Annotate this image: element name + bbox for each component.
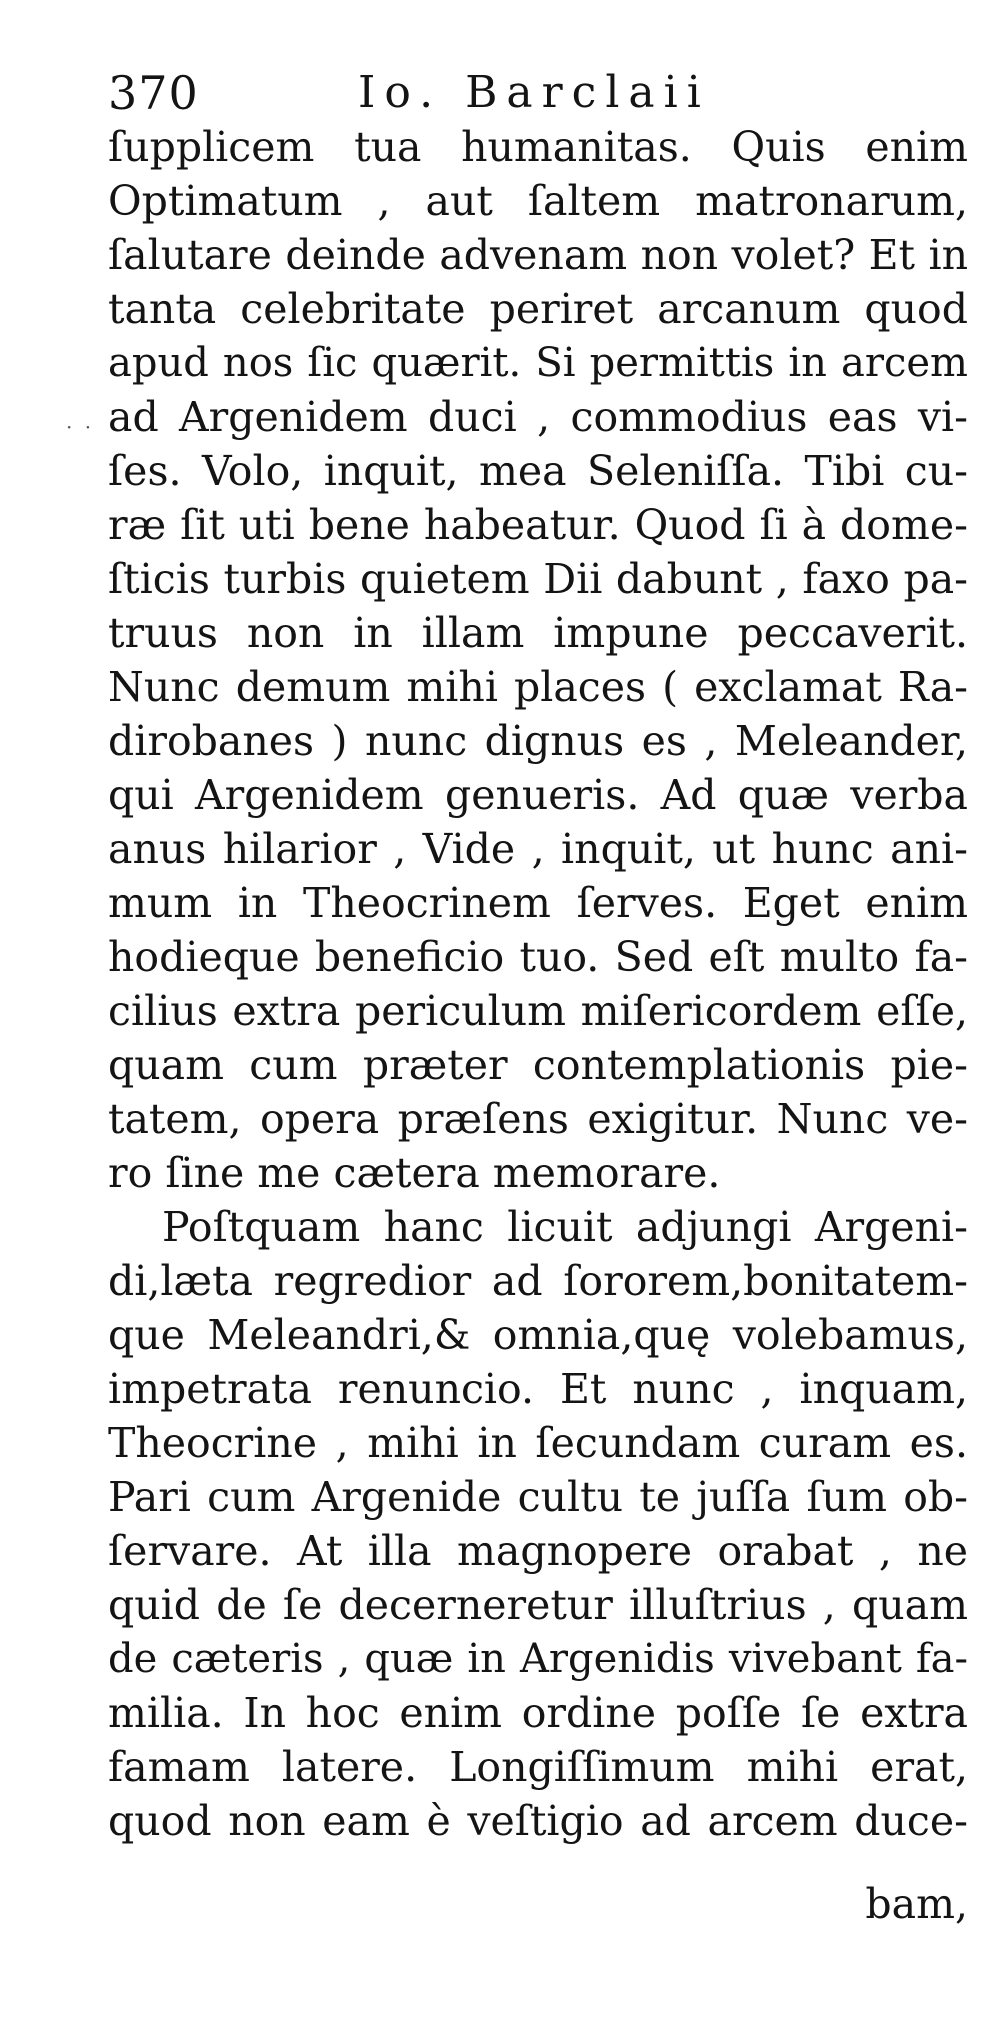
text-line: qui Argenidem genueris. Ad quæ verba <box>108 771 968 819</box>
page-header <box>108 58 968 128</box>
text-line: ſes. Volo, inquit, mea Seleniſſa. Tibi cu- <box>108 447 968 495</box>
text-line: mum in Theocrinem ſerves. Eget enim <box>108 879 968 927</box>
text-line: tanta celebritate periret arcanum quod <box>108 285 968 333</box>
text-line: Nunc demum mihi places ( exclamat Ra- <box>108 663 968 711</box>
text-line: famam latere. Longiſſimum mihi erat, <box>108 1743 968 1791</box>
text-line: ſticis turbis quietem Dii dabunt , faxo pa- <box>108 555 968 603</box>
text-line: ſalutare deinde advenam non volet? Et in <box>108 231 968 279</box>
text-line: anus hilarior , Vide , inquit, ut hunc ani- <box>108 825 968 873</box>
text-line: di,læta regredior ad ſororem,bonitatem- <box>108 1257 968 1305</box>
text-line: cilius extra periculum miſericordem eſſe, <box>108 987 968 1035</box>
text-line: dirobanes ) nunc dignus es , Meleander, <box>108 717 968 765</box>
text-line: ræ ſit uti bene habeatur. Quod ſi à dome- <box>108 501 968 549</box>
text-line: Theocrine , mihi in ſecundam curam es. <box>108 1419 968 1467</box>
text-line: milia. In hoc enim ordine poſſe ſe extra <box>108 1689 968 1737</box>
catchword: bam, <box>865 1880 968 1928</box>
text-line: tatem, opera præſens exigitur. Nunc ve- <box>108 1095 968 1143</box>
text-line: impetrata renuncio. Et nunc , inquam, <box>108 1365 968 1413</box>
body-text <box>108 120 968 1848</box>
text-line: quam cum præter contemplationis pie- <box>108 1041 968 1089</box>
text-line: que Meleandri,& omnia,quę volebamus, <box>108 1311 968 1359</box>
margin-marks: · · <box>66 415 95 439</box>
text-line: quid de ſe decerneretur illuſtrius , quam <box>108 1581 968 1629</box>
text-line: truus non in illam impune peccaverit. <box>108 609 968 657</box>
text-line: de cæteris , quæ in Argenidis vivebant fa- <box>108 1636 968 1682</box>
text-line: Optimatum , aut ſaltem matronarum, <box>108 177 968 225</box>
text-line: apud nos ſic quærit. Si permittis in arcem <box>108 340 968 386</box>
page-number: 370 <box>108 66 199 120</box>
text-line: quod non eam è veſtigio ad arcem duce- <box>108 1797 968 1845</box>
running-head: Io. Barclaii <box>358 67 710 118</box>
text-line: Poſtquam hanc licuit adjungi Argeni- <box>162 1203 968 1251</box>
text-line: ſervare. At illa magnopere orabat , ne <box>108 1527 968 1575</box>
text-line: ad Argenidem duci , commodius eas vi- <box>108 393 968 441</box>
text-line: ro ſine me cætera memorare. <box>108 1149 721 1197</box>
paragraph-2 <box>108 1200 968 1848</box>
text-line: Pari cum Argenide cultu te juſſa ſum ob- <box>108 1473 968 1521</box>
text-line: ſupplicem tua humanitas. Quis enim <box>108 123 968 171</box>
text-line: hodieque beneficio tuo. Sed eſt multo fa- <box>108 933 968 981</box>
paragraph-1 <box>108 120 968 1200</box>
